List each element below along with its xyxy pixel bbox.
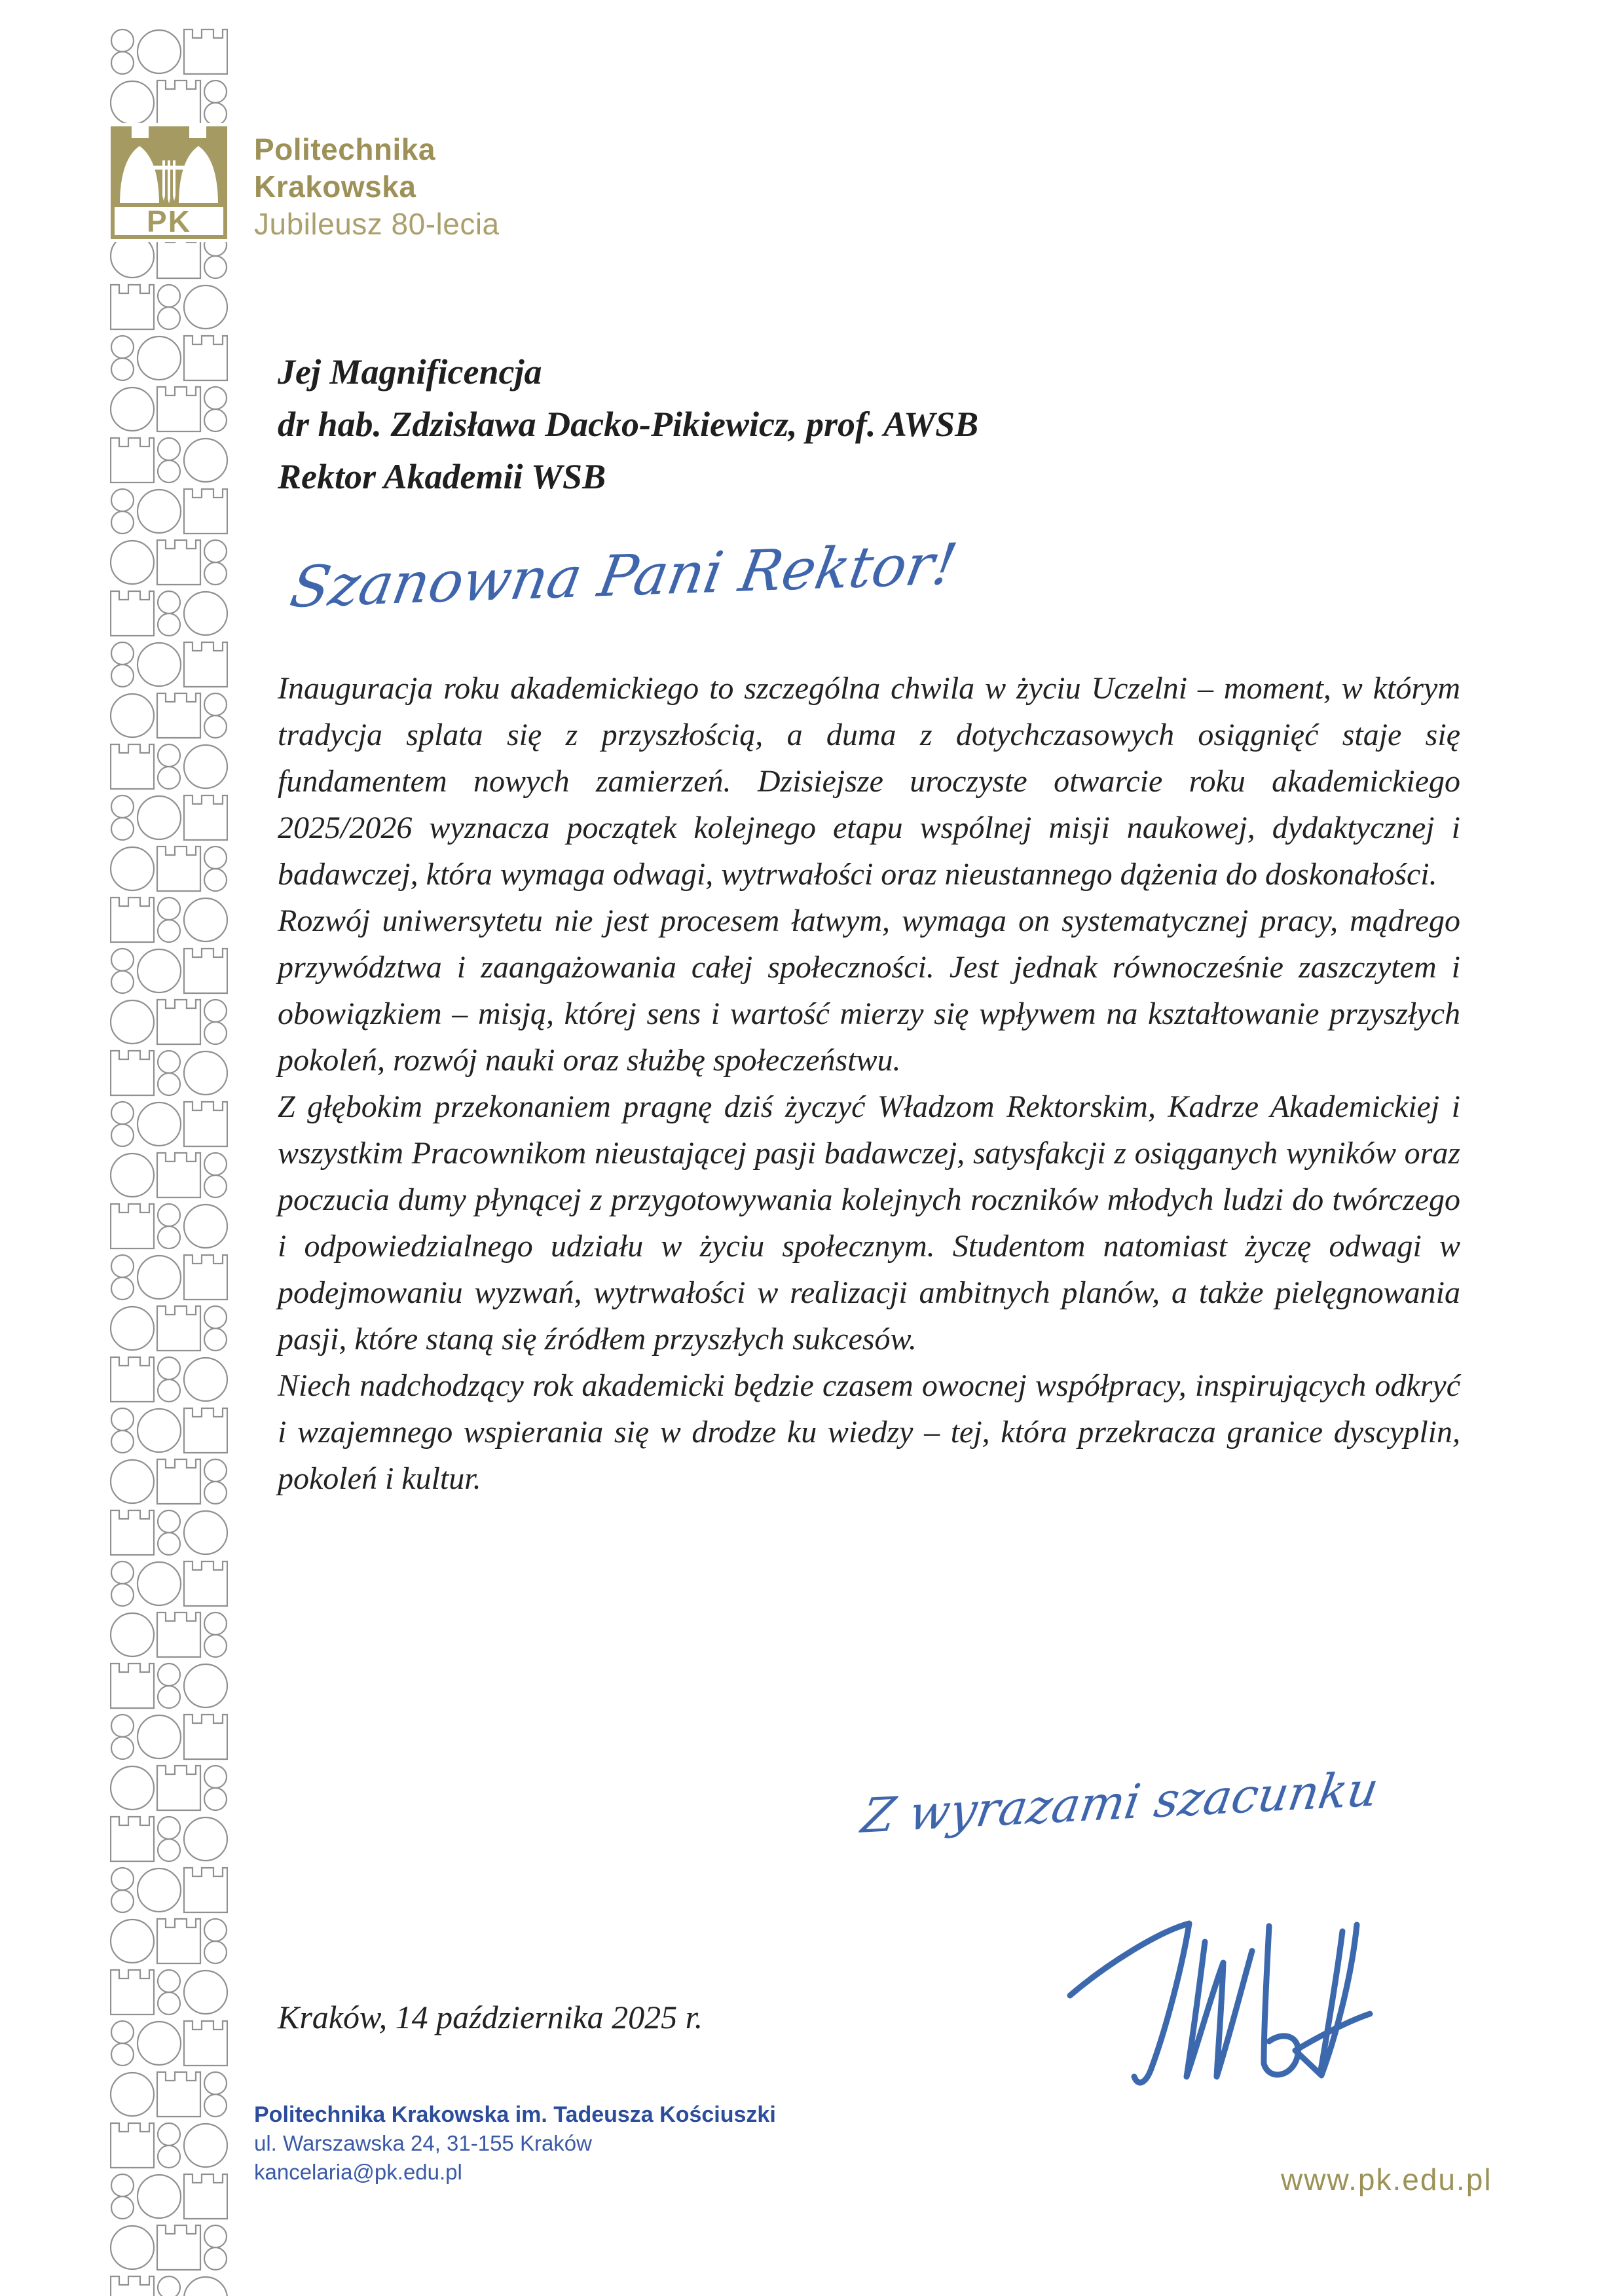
brand-line-2: Krakowska: [254, 170, 416, 204]
letter-body: [278, 665, 1460, 1502]
brand-wordmark: [254, 131, 500, 243]
jubilee-line: Jubileusz 80-lecia: [254, 207, 500, 241]
handwritten-closing: Z wyrazami szacunku: [858, 1760, 1382, 1844]
pk-logo: [107, 123, 231, 242]
handwritten-signature: [1061, 1886, 1375, 2102]
footer-website: www.pk.edu.pl: [1281, 2162, 1492, 2196]
body-paragraph: Niech nadchodzący rok akademicki będzie czasem owocnej współpracy, inspirujących odkryć i wzajemnego wspierania się w drodze ku wiedzy – tej, która przekracza granice dyscyplin, pokoleń i kultur.: [278, 1368, 1460, 1496]
recipient-honorific: Jej Magnificencja: [278, 352, 542, 392]
date-line: Kraków, 14 października 2025 r.: [278, 1999, 703, 2035]
recipient-block: [278, 346, 978, 503]
brand-line-1: Politechnika: [254, 132, 435, 166]
footer-email: kancelaria@pk.edu.pl: [254, 2160, 462, 2184]
footer-org-name: Politechnika Krakowska im. Tadeusza Kościuszki: [254, 2102, 776, 2127]
body-paragraph: Rozwój uniwersytetu nie jest procesem łatwym, wymaga on systematycznej pracy, mądrego przywództwa i zaangażowania całej społeczności. Jest jednak równocześnie zaszczytem i obowiązkiem – misją, której sens i wartość mierzy się wpływem na kształtowanie przyszłych pokoleń, rozwój nauki oraz służbę społeczeństwu.: [278, 903, 1460, 1078]
body-paragraph: Z głębokim przekonaniem pragnę dziś życzyć Władzom Rektorskim, Kadrze Akademickiej i wszystkim Pracownikom nieustającej pasji badawczej, satysfakcji z osiąganych wyników oraz poczucia dumy płynącej z przygotowywania kolejnych roczników młodych ludzi do twórczego i odpowiedzialnego udziału w życiu społecznym. Studentom natomiast życzę odwagi w podejmowaniu wyzwań, wytrwałości w realizacji ambitnych planów, a także pielęgnowania pasji, które staną się źródłem przyszłych sukcesów.: [278, 1089, 1460, 1357]
footer-contact-block: [254, 2100, 776, 2187]
pk-logo-monogram: PK: [147, 204, 191, 238]
recipient-name: dr hab. Zdzisława Dacko-Pikiewicz, prof. AWSB: [278, 405, 979, 444]
jubilee-80-border-pattern: [110, 0, 228, 2296]
recipient-title: Rektor Akademii WSB: [278, 457, 606, 496]
body-paragraph: Inauguracja roku akademickiego to szczególna chwila w życiu Uczelni – moment, w którym tradycja splata się z przyszłością, a duma z dotychczasowych osiągnięć staje się fundamentem nowych zamierzeń. Dzisiejsze uroczyste otwarcie roku akademickiego 2025/2026 wyznacza początek kolejnego etapu wspólnej misji naukowej, dydaktycznej i badawczej, która wymaga odwagi, wytrwałości oraz nieustannego dążenia do doskonałości.: [278, 671, 1460, 892]
footer-address: ul. Warszawska 24, 31-155 Kraków: [254, 2131, 592, 2155]
handwritten-salutation: Szanowna Pani Rektor!: [286, 531, 962, 621]
pk-logo-emblem: [111, 126, 227, 239]
